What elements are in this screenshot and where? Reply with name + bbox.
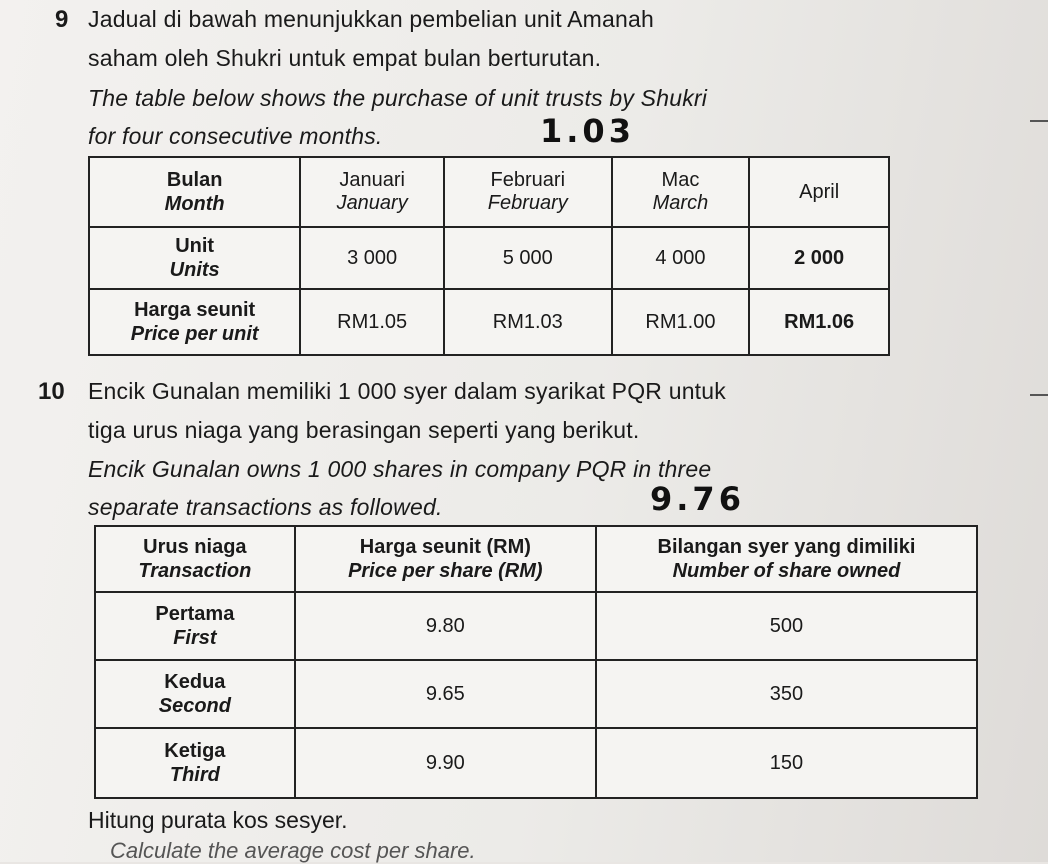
price-first: 9.80 [295,592,596,660]
price-january: RM1.05 [300,289,444,355]
price-second: 9.65 [295,660,596,728]
question-9-text-en-1: The table below shows the purchase of unit trusts by Shukri [88,85,708,111]
price-third: 9.90 [295,728,596,798]
question-10-table [94,525,978,799]
shares-second: 350 [596,660,977,728]
question-9-handwritten-answer: 1.03 [540,112,635,150]
question-10-prompt-en: Calculate the average cost per share. [110,838,476,863]
price-february: RM1.03 [444,289,612,355]
margin-mark [1030,394,1048,396]
header-cell-month: Bulan Month [89,157,300,227]
transaction-first: Pertama First [95,592,295,660]
question-9-text-en-2: for four consecutive months. [88,123,383,149]
question-10-text-en-2: separate transactions as followed. [88,494,443,520]
question-10-number: 10 [38,378,65,405]
price-march: RM1.00 [612,289,750,355]
row-label-units: Unit Units [89,227,300,289]
table-row [95,592,977,660]
question-9-text-ms-1: Jadual di bawah menunjukkan pembelian unit Amanah [88,6,655,32]
units-march: 4 000 [612,227,750,289]
table-row [95,660,977,728]
question-10-text-en-1: Encik Gunalan owns 1 000 shares in company PQR in three [88,456,712,482]
transaction-second: Kedua Second [95,660,295,728]
header-cell-april: April [749,157,889,227]
header-cell-price-per-share: Harga seunit (RM) Price per share (RM) [295,526,596,592]
question-9-text-ms-2: saham oleh Shukri untuk empat bulan berturutan. [88,45,602,71]
question-10-handwritten-answer: 9.76 [650,480,745,518]
question-9-table [88,156,890,356]
question-10-prompt-ms: Hitung purata kos sesyer. [88,807,348,833]
header-cell-january: Januari January [300,157,444,227]
price-april: RM1.06 [749,289,889,355]
header-cell-march: Mac March [612,157,750,227]
units-january: 3 000 [300,227,444,289]
header-cell-number-of-shares: Bilangan syer yang dimiliki Number of share owned [596,526,977,592]
question-10-text-ms-1: Encik Gunalan memiliki 1 000 syer dalam syarikat PQR untuk [88,378,726,404]
shares-third: 150 [596,728,977,798]
header-cell-transaction: Urus niaga Transaction [95,526,295,592]
header-cell-february: Februari February [444,157,612,227]
table-row [89,289,889,355]
margin-mark [1030,120,1048,122]
table-row [95,728,977,798]
question-9-number: 9 [55,6,69,33]
table-row [89,157,889,227]
table-row [95,526,977,592]
row-label-price: Harga seunit Price per unit [89,289,300,355]
shares-first: 500 [596,592,977,660]
units-april: 2 000 [749,227,889,289]
question-10-text-ms-2: tiga urus niaga yang berasingan seperti yang berikut. [88,417,640,443]
units-february: 5 000 [444,227,612,289]
table-row [89,227,889,289]
transaction-third: Ketiga Third [95,728,295,798]
